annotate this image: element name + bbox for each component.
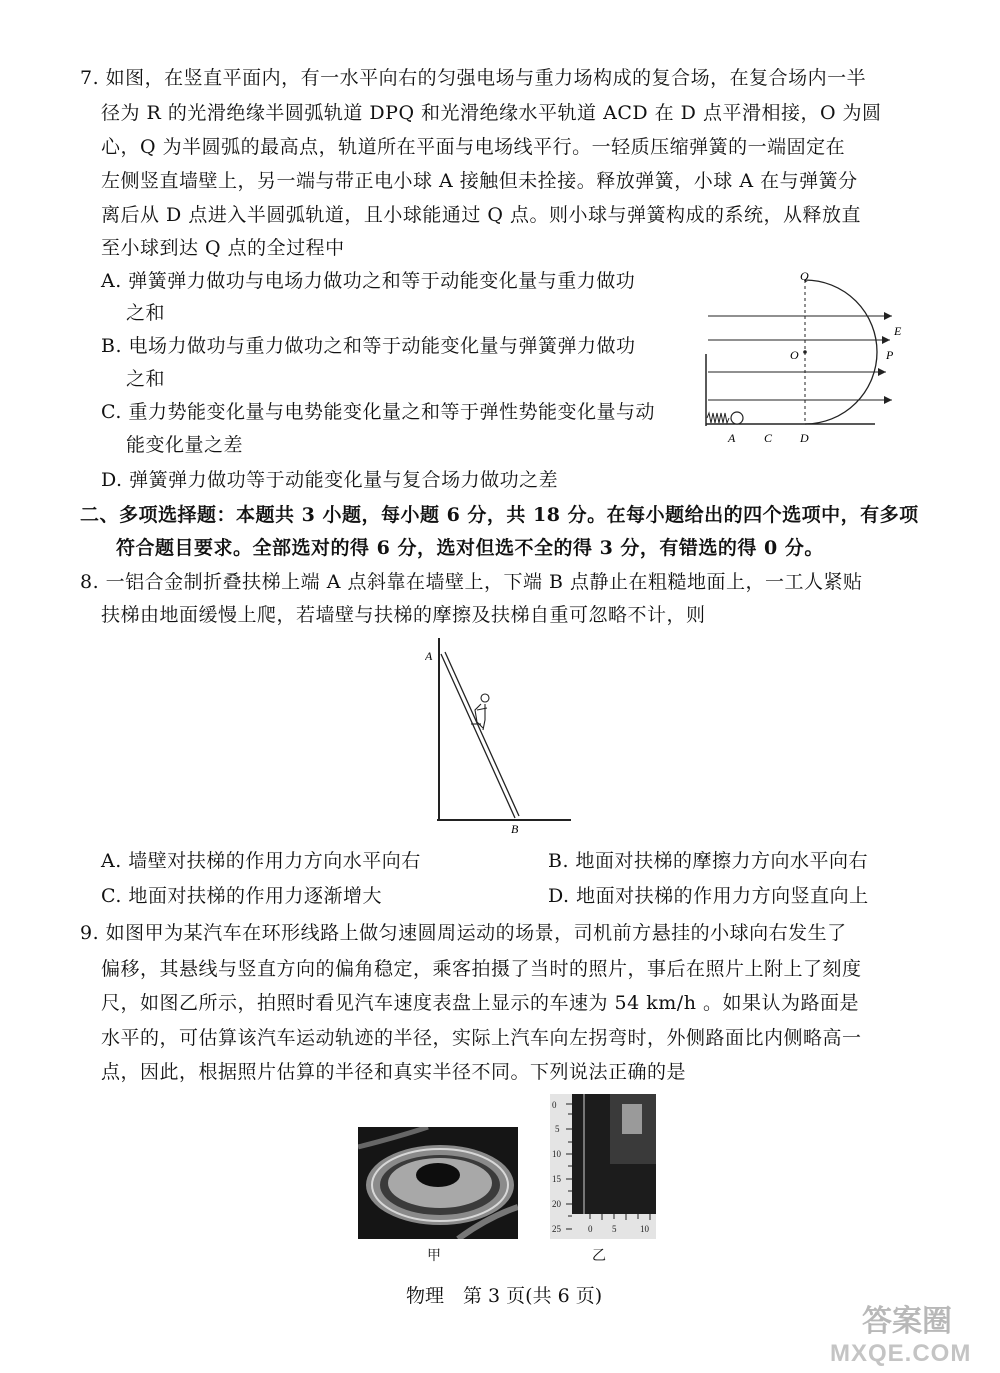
- watermark-logo: 答案圈: [862, 1305, 952, 1338]
- q9-stem-line: 偏移，其悬线与竖直方向的偏角稳定，乘客拍摄了当时的照片，事后在照片上附上了刻度: [101, 958, 862, 980]
- q8-option-d: D. 地面对扶梯的作用力方向竖直向上: [548, 885, 869, 907]
- ruler-h-tick-10: 10: [640, 1224, 649, 1234]
- field-lines: [708, 316, 892, 400]
- label-a: A: [728, 431, 736, 445]
- ruler-tick-15: 15: [552, 1174, 561, 1184]
- label-o: O: [790, 348, 799, 362]
- q8-stem-line: 扶梯由地面缓慢上爬，若墙壁与扶梯的摩擦及扶梯自重可忽略不计，则: [101, 604, 706, 626]
- q7-option-d: D. 弹簧弹力做功等于动能变化量与复合场力做功之差: [101, 469, 559, 491]
- q8-stem-line: 8. 一铝合金制折叠扶梯上端 A 点斜靠在墙壁上，下端 B 点静止在粗糙地面上，一工人紧贴: [80, 571, 863, 593]
- semicircle-track: [805, 280, 877, 424]
- ruler-tick-10: 10: [552, 1149, 561, 1159]
- ruler-tick-5: 5: [555, 1124, 560, 1134]
- q7-stem-line: 7. 如图，在竖直平面内，有一水平向右的匀强电场与重力场构成的复合场，在复合场内一半: [80, 67, 867, 89]
- label-e: E: [894, 324, 902, 338]
- q7-option-b-cont: 之和: [126, 368, 166, 390]
- q9-stem-line: 9. 如图甲为某汽车在环形线路上做匀速圆周运动的场景，司机前方悬挂的小球向右发生了: [80, 922, 847, 944]
- label-b: B: [511, 822, 519, 836]
- caption-jia: 甲: [427, 1248, 441, 1264]
- page-footer: 物理 第 3 页(共 6 页): [406, 1285, 603, 1307]
- q8-option-b: B. 地面对扶梯的摩擦力方向水平向右: [548, 850, 869, 872]
- q9-stem-line: 点，因此，根据照片估算的半径和真实半径不同。下列说法正确的是: [101, 1061, 687, 1083]
- q7-option-a-cont: 之和: [126, 302, 166, 324]
- ruler-h-tick-0: 0: [588, 1224, 593, 1234]
- q7-stem-line: 径为 R 的光滑绝缘半圆弧轨道 DPQ 和光滑绝缘水平轨道 ACD 在 D 点平滑相接，O 为圆: [101, 102, 882, 124]
- photo-yi: [550, 1094, 656, 1239]
- ladder-rail: [441, 654, 515, 818]
- center-o: [803, 350, 807, 354]
- label-c: C: [764, 431, 773, 445]
- label-q: Q: [800, 269, 809, 283]
- worker: [471, 694, 489, 730]
- ruler-tick-0: 0: [552, 1100, 557, 1110]
- label-a: A: [425, 649, 433, 663]
- q7-option-c: C. 重力势能变化量与电势能变化量之和等于弹性势能变化量与动: [101, 401, 655, 423]
- section2-line: 二、多项选择题：本题共 3 小题，每小题 6 分，共 18 分。在每小题给出的四个选项中，有多项: [80, 504, 919, 526]
- q7-figure: [700, 262, 920, 452]
- ruler-tick-25: 25: [552, 1224, 561, 1234]
- q7-stem-line: 左侧竖直墙壁上，另一端与带正电小球 A 接触但未拴接。释放弹簧，小球 A 在与弹簧分: [101, 170, 858, 192]
- ruler-h-tick-5: 5: [612, 1224, 617, 1234]
- section2-line: 符合题目要求。全部选对的得 6 分，选对但选不全的得 3 分，有错选的得 0 分。: [116, 537, 824, 559]
- photo-jia: [358, 1127, 518, 1239]
- q9-stem-line: 尺，如图乙所示，拍照时看见汽车速度表盘上显示的车速为 54 km/h 。如果认为路面是: [101, 992, 859, 1014]
- q8-option-c: C. 地面对扶梯的作用力逐渐增大: [101, 885, 382, 907]
- caption-yi: 乙: [592, 1248, 606, 1264]
- label-d: D: [800, 431, 809, 445]
- label-p: P: [886, 348, 894, 362]
- watermark-site: MXQE.COM: [830, 1340, 972, 1367]
- q9-stem-line: 水平的，可估算该汽车运动轨迹的半径，实际上汽车向左拐弯时，外侧路面比内侧略高一: [101, 1027, 862, 1049]
- q8-option-a: A. 墙壁对扶梯的作用力方向水平向右: [101, 850, 421, 872]
- ladder-rail: [445, 652, 519, 816]
- q7-stem-line: 离后从 D 点进入半圆弧轨道，且小球能通过 Q 点。则小球与弹簧构成的系统，从释放直: [101, 204, 861, 226]
- roundabout-image: [358, 1127, 518, 1239]
- q8-figure: [425, 636, 575, 836]
- q7-option-b: B. 电场力做功与重力做功之和等于动能变化量与弹簧弹力做功: [101, 335, 636, 357]
- q7-stem-line: 至小球到达 Q 点的全过程中: [101, 237, 345, 259]
- q7-option-a: A. 弹簧弹力做功与电场力做功之和等于动能变化量与重力做功: [101, 270, 636, 292]
- ruler-image: [550, 1094, 656, 1239]
- q7-stem-line: 心，Q 为半圆弧的最高点，轨道所在平面与电场线平行。一轻质压缩弹簧的一端固定在: [101, 136, 846, 158]
- spring: [707, 413, 729, 423]
- ball-a: [731, 412, 743, 424]
- ruler-tick-20: 20: [552, 1199, 561, 1209]
- q7-option-c-cont: 能变化量之差: [126, 434, 244, 456]
